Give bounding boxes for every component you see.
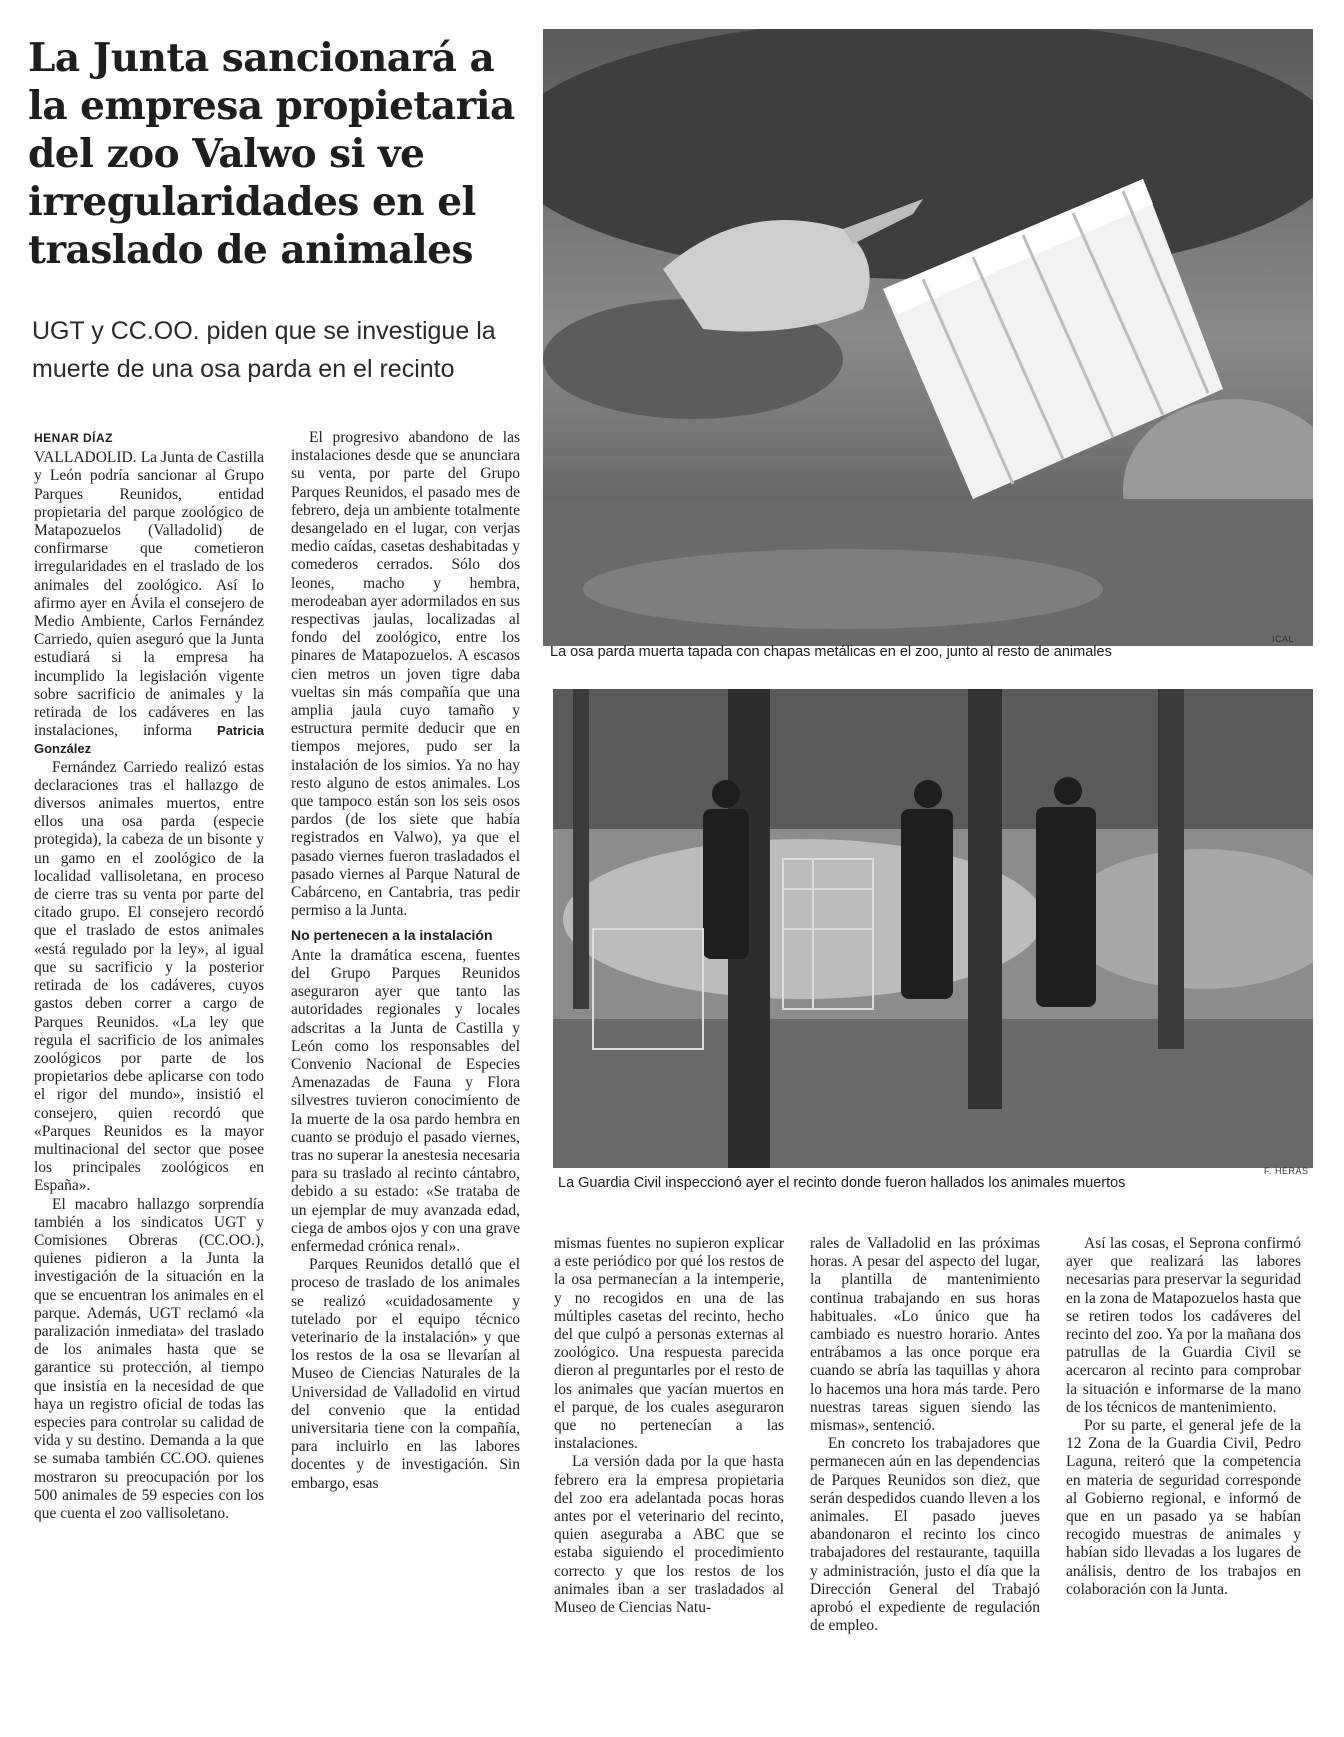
photo-guardia-civil xyxy=(553,689,1313,1168)
paragraph: En concreto los trabajadores que permanecen aún en las dependencias de Parques Reunidos son diez, que serán despedidos cuando lleven a los animales. El pasado jueves abandonaron el recinto los cinco trabajadores del restaurante, taquilla y administración, justo el día que la Dirección General del Trabajó aprobó el expediente de regulación de empleo. xyxy=(810,1435,1040,1635)
byline: HENAR DÍAZ xyxy=(34,431,113,445)
paragraph-text: La Junta de Castilla y León podría sancionar al Grupo Parques Reunidos, entidad propietaria del parque zoológico de Matapozuelos (Valladolid) de confirmarse que cometieron irregularidades en el traslado de los animales del zoológico. Así lo afirmo ayer en Ávila el consejero de Medio Ambiente, Carlos Fernández Carriedo, quien aseguró que la Junta estudiará si la empresa ha incumplido la legislación vigente sobre sacrificio de animales y la retirada de los cadáveres en las instalaciones, informa xyxy=(34,449,264,740)
paragraph: rales de Valladolid en las próximas horas. A pesar del aspecto del lugar, la plantilla de mantenimiento continua trabajando en sus horas habituales. «Lo único que ha cambiado es nuestro horario. Antes entrábamos a las once porque era cuando se abría las taquillas y ahora lo hacemos una hora más tarde. Pero nuestras tareas siguen siendo las mismas», sentenció. xyxy=(810,1235,1040,1435)
dateline: VALLADOLID. xyxy=(34,449,137,467)
subhead: No pertenecen a la instalación xyxy=(291,927,493,944)
column-3 xyxy=(554,1235,784,1617)
column-1 xyxy=(34,429,264,1523)
photo-guardia-civil-image xyxy=(553,689,1313,1168)
column-4 xyxy=(810,1235,1040,1635)
photo-dead-bear xyxy=(543,29,1313,646)
photo-caption-bottom: La Guardia Civil inspeccionó ayer el recinto donde fueron hallados los animales muertos xyxy=(558,1175,1126,1191)
paragraph: El progresivo abandono de las instalaciones desde que se anunciara su venta, por parte del Grupo Parques Reunidos, el pasado mes de febrero, deja un ambiente totalmente desangelado en el lugar, con verjas medio caídas, casetas deshabitadas y comederos cerrados. Sólo dos leones, macho y hembra, merodeaban ayer adormilados en sus respectivas jaulas, localizadas al fondo del zoológico, entre los pinares de Matapozuelos. A escasos cien metros un joven tigre daba vueltas sin más compañía que una amplia jaula cuyo tamaño y estructura permite deducir que en tiempos mejores, pudo ser la instalación de los simios. Ya no hay resto alguno de estos animales. Los que tampoco están son los seis osos pardos (de los siete que había registrados en Valwo), ya que el pasado viernes fueron trasladados el pasado viernes al Parque Natural de Cabárceno, en Cantabria, tras pedir permiso a la Junta. xyxy=(291,429,520,920)
paragraph xyxy=(34,449,264,758)
photo-credit-bottom: F. HERAS xyxy=(1264,1166,1309,1176)
photo-dead-bear-image xyxy=(543,29,1313,646)
author-credit: Patricia González xyxy=(34,723,265,757)
column-5 xyxy=(1066,1235,1301,1599)
paragraph: Ante la dramática escena, fuentes del Grupo Parques Reunidos aseguraron ayer que tanto las autoridades regionales y locales adscritas a la Junta de Castilla y León como los responsables del Convenio Nacional de Especies Amenazadas de Fauna y Flora silvestres tuvieron conocimiento de la muerte de la osa pardo hembra en cuanto se produjo el pasado viernes, tras no superar la anestesia necesaria para su traslado al recinto cántabro, debido a su estado: «Se trataba de un ejemplar de muy avanzada edad, ciega de ambos ojos y con una grave enfermedad crónica renal». xyxy=(291,946,520,1255)
deck: UGT y CC.OO. piden que se investigue la muerte de una osa parda en el recinto xyxy=(32,317,496,383)
headline: La Junta sancionará a la empresa propietaria del zoo Valwo si ve irregularidades en el traslado de animales xyxy=(28,35,515,273)
column-2 xyxy=(291,429,520,1493)
paragraph: Parques Reunidos detalló que el proceso de traslado de los animales se realizó «cuidadosamente y tutelado por el equipo técnico veterinario de la instalación» y que los restos de la osa se llevarían al Museo de Ciencias Naturales de la Universidad de Valladolid en virtud del convenio que la entidad universitaria tiene con la compañía, para incluirlo en las labores docentes y de investigación. Sin embargo, esas xyxy=(291,1256,520,1492)
paragraph: Fernández Carriedo realizó estas declaraciones tras el hallazgo de diversos animales muertos, entre ellos una osa parda (especie protegida), la cabeza de un bisonte y un gamo en el zoológico de la localidad vallisoletana, en proceso de cierre tras su venta por parte del citado grupo. El consejero recordó que el traslado de estos animales «está regulado por la ley», al igual que su sacrificio y la posterior retirada de los cadáveres, cuyos gastos deben correr a cargo de Parques Reunidos. «La ley que regula el sacrificio de los animales zoológicos por parte de los propietarios debe aplicarse con todo el rigor del mundo», insistió el consejero, quien recordó que «Parques Reunidos es la mayor multinacional del sector que posee los principales zoológicos en España». xyxy=(34,758,264,1195)
paragraph: El macabro hallazgo sorprendía también a los sindicatos UGT y Comisiones Obreras (CC.OO.), quienes pidieron a la Junta la investigación de la situación en la que se encuentran los animales en el parque. Además, UGT reclamó «la paralización inmediata» del traslado de los animales hasta que se garantice su protección, al tiempo que insistía en la necesidad de que haya un registro oficial de todas las especies para controlar su calidad de vida y su destino. Demanda a la que se sumaba también CC.OO. quienes mostraron su preocupación por los 500 animales de 59 especies con los que cuenta el zoo vallisoletano. xyxy=(34,1195,264,1522)
paragraph: La versión dada por la que hasta febrero era la empresa propietaria del zoo era adelantada pocas horas antes por el veterinario del recinto, quien aseguraba a ABC que se estaba siguiendo el procedimiento correcto y que los restos de los animales iban a ser trasladados al Museo de Ciencias Natu- xyxy=(554,1453,784,1617)
paragraph: Así las cosas, el Seprona confirmó ayer que realizará las labores necesarias para preservar la seguridad en la zona de Matapozuelos hasta que se retiren todos los cadáveres del recinto del zoo. Ya por la mañana dos patrullas de la Guardia Civil se acercaron al recinto para comprobar la situación e informarse de la mano de los técnicos de mantenimiento. xyxy=(1066,1235,1301,1416)
photo-credit-top: ICAL xyxy=(1272,634,1295,644)
photo-caption-top: La osa parda muerta tapada con chapas metálicas en el zoo, junto al resto de animales xyxy=(550,644,1112,660)
paragraph: Por su parte, el general jefe de la 12 Zona de la Guardia Civil, Pedro Laguna, reiteró que la competencia en materia de seguridad corresponde al Gobierno regional, e informó de que en un pasado ya se habían recogido muestras de animales y habían sido llevadas a los lugares de análisis, dentro de los trabajos en colaboración con la Junta. xyxy=(1066,1417,1301,1598)
paragraph: mismas fuentes no supieron explicar a este periódico por qué los restos de la osa permanecían a la intemperie, y no recogidos en una de las múltiples casetas del recinto, hecho del que culpó a personas externas al zoológico. Una respuesta parecida dieron al preguntarles por el resto de los animales que yacían muertos en el parque, de los cuales aseguraron que no pertenecían a las instalaciones. xyxy=(554,1235,784,1453)
